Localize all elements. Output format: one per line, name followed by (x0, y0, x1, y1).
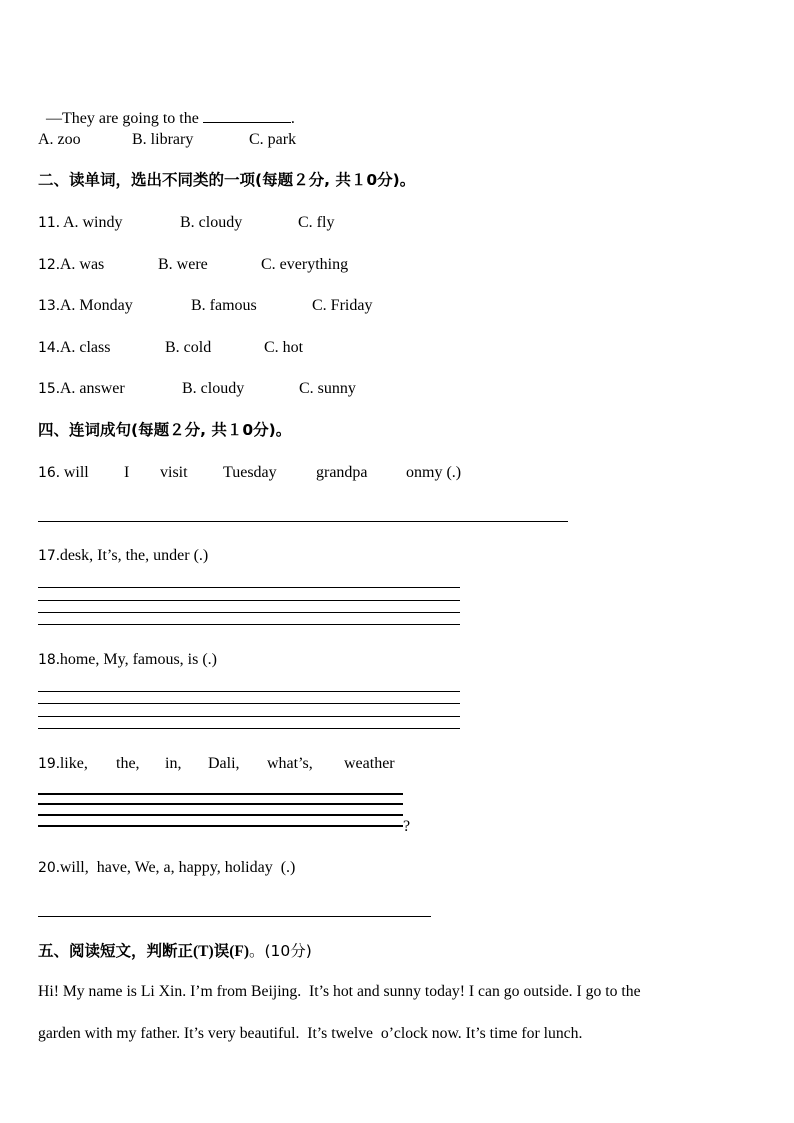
q20-words: .will, have, We, a, happy, holiday (.) (55, 859, 296, 876)
q10-end: . (290, 110, 295, 127)
q14-option-c: C. hot (264, 339, 304, 356)
q11-option-b: B. cloudy (180, 214, 243, 231)
q17-answer-line[interactable] (38, 612, 460, 613)
q18-answer-line[interactable] (38, 691, 460, 692)
section-4-title: 四、连词成句(每题２分, 共１0分)。 (38, 421, 292, 439)
q17-answer-line[interactable] (38, 624, 460, 625)
q18-answer-line[interactable] (38, 728, 460, 729)
q14-option-a: .A. class (55, 339, 111, 356)
q20-answer-line[interactable] (38, 916, 431, 917)
q15-option-b: B. cloudy (182, 380, 245, 397)
q12 (38, 255, 104, 275)
q13-option-c: C. Friday (312, 297, 373, 314)
q16-word-2: I (124, 464, 130, 481)
q19-word-4: Dali, (208, 755, 240, 772)
q17-answer-line[interactable] (38, 587, 460, 588)
q18-answer-line[interactable] (38, 703, 460, 704)
q19-question-mark: ? (403, 818, 411, 835)
q19 (38, 754, 88, 774)
q19-answer-line[interactable] (38, 803, 403, 805)
q10-stem (38, 88, 295, 129)
q13-number: 13 (38, 298, 56, 314)
q10-stem-text: —They are going to the (46, 110, 203, 127)
q19-word-5: what’s, (267, 755, 313, 772)
q17-words: .desk, It’s, the, under (.) (55, 547, 209, 564)
q12-option-a: .A. was (55, 256, 105, 273)
q14 (38, 338, 110, 358)
q16-word-6: onmy (.) (406, 464, 462, 481)
section-5-title (38, 941, 312, 962)
q16-word-5: grandpa (316, 464, 368, 481)
section-5-title-b: 误 (213, 942, 230, 960)
section-5-title-a: 五、阅读短文，判断正 (38, 942, 194, 960)
q19-answer-line[interactable] (38, 825, 403, 827)
q12-option-c: C. everything (261, 256, 349, 273)
q10-blank[interactable] (203, 108, 291, 123)
q13 (38, 296, 133, 316)
q19-word-2: the, (116, 755, 140, 772)
q10-option-b: B. library (132, 131, 194, 148)
q11-option-a: . A. windy (55, 214, 123, 231)
q10-option-c: C. park (249, 131, 297, 148)
q17-answer-line[interactable] (38, 600, 460, 601)
q16-number: 16 (38, 465, 56, 481)
q13-option-a: .A. Monday (55, 297, 133, 314)
section-5-title-c: 。(10分) (249, 942, 312, 960)
q16-answer-line[interactable] (38, 521, 568, 522)
q16-word-1: . will (55, 464, 89, 481)
q15 (38, 379, 125, 399)
section-2-title: 二、读单词，选出不同类的一项(每题２分, 共１0分)。 (38, 171, 416, 189)
q17-number: 17 (38, 548, 56, 564)
q19-number: 19 (38, 756, 56, 772)
q17 (38, 546, 208, 566)
q11-number: 11 (38, 215, 56, 231)
q18-number: 18 (38, 652, 56, 668)
q19-answer-line[interactable] (38, 814, 403, 816)
q19-word-3: in, (165, 755, 182, 772)
q15-option-a: .A. answer (55, 380, 125, 397)
q20 (38, 858, 295, 878)
q10-option-a: A. zoo (38, 131, 81, 148)
q16 (38, 463, 89, 483)
section-5-title-t: (T) (193, 943, 214, 960)
q12-option-b: B. were (158, 256, 208, 273)
q11 (38, 213, 123, 233)
q16-word-4: Tuesday (223, 464, 277, 481)
q18 (38, 650, 217, 670)
q11-option-c: C. fly (298, 214, 335, 231)
q19-answer-line[interactable] (38, 793, 403, 795)
q18-words: .home, My, famous, is (.) (55, 651, 217, 668)
q14-number: 14 (38, 340, 56, 356)
q16-word-3: visit (160, 464, 188, 481)
q15-number: 15 (38, 381, 56, 397)
q19-word-1: .like, (55, 755, 88, 772)
q13-option-b: B. famous (191, 297, 257, 314)
q20-number: 20 (38, 860, 56, 876)
section-5-title-f: (F) (229, 943, 249, 960)
q12-number: 12 (38, 257, 56, 273)
passage-line-1: Hi! My name is Li Xin. I’m from Beijing. It’s hot and sunny today! I can go outside. I go to the (38, 983, 641, 1000)
q14-option-b: B. cold (165, 339, 212, 356)
q15-option-c: C. sunny (299, 380, 356, 397)
q18-answer-line[interactable] (38, 716, 460, 717)
passage-line-2: garden with my father. It’s very beautiful. It’s twelve o’clock now. It’s time for lunch. (38, 1025, 583, 1042)
q19-word-6: weather (344, 755, 395, 772)
